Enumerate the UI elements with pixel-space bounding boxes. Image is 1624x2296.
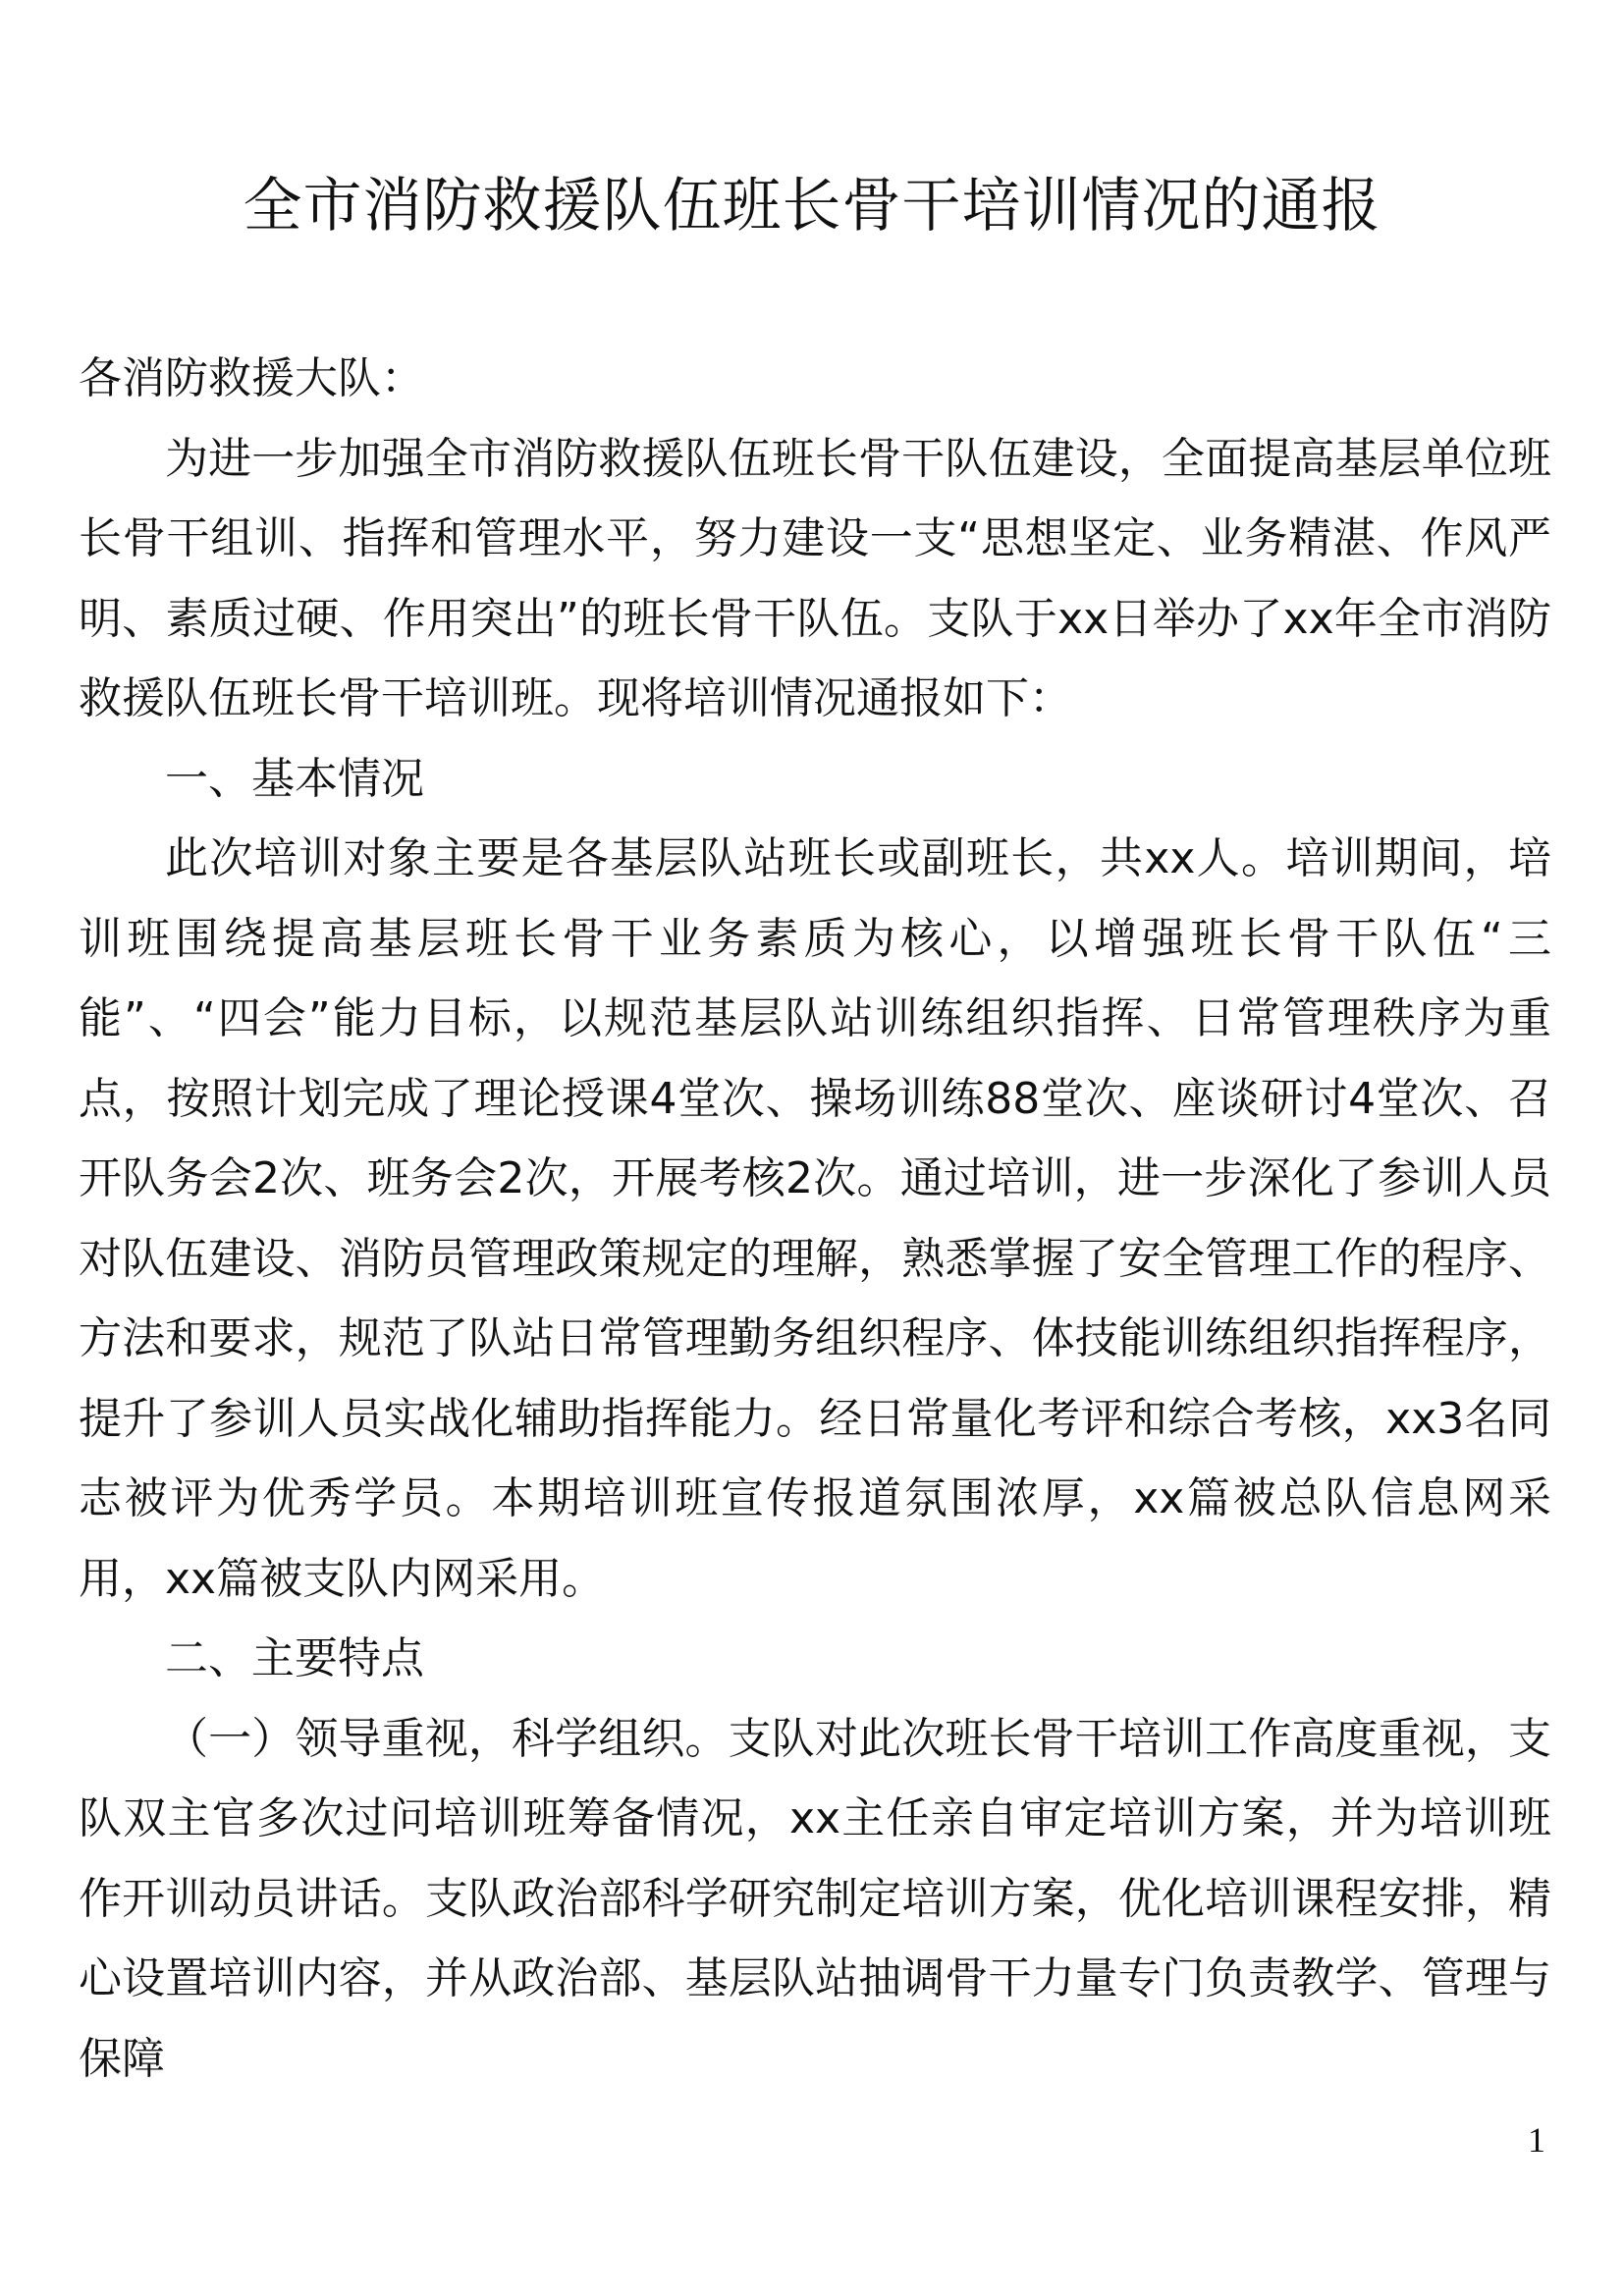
page-number: 1 xyxy=(1528,2120,1545,2160)
paragraph-intro: 为进一步加强全市消防救援队伍班长骨干队伍建设，全面提高基层单位班长骨干组训、指挥和管理水平，努力建设一支“思想坚定、业务精湛、作风严明、素质过硬、作用突出”的班长骨干队伍。支队于xx日举办了xx年全市消防救援队伍班长骨干培训班。现将培训情况通报如下： xyxy=(79,433,1551,723)
document-title: 全市消防救援队伍班长骨干培训情况的通报 xyxy=(243,172,1381,240)
salutation: 各消防救援大队： xyxy=(79,353,424,403)
section-heading-basic-situation: 一、基本情况 xyxy=(165,753,424,804)
section-heading-main-features: 二、主要特点 xyxy=(165,1633,424,1683)
paragraph-basic-situation: 此次培训对象主要是各基层队站班长或副班长，共xx人。培训期间，培训班围绕提高基层班长骨干业务素质为核心，以增强班长骨干队伍“三能”、“四会”能力目标，以规范基层队站训练组织指挥、日常管理秩序为重点，按照计划完成了理论授课4堂次、操场训练88堂次、座谈研讨4堂次、召开队务会2次、班务会2次，开展考核2次。通过培训，进一步深化了参训人员对队伍建设、消防员管理政策规定的理解，熟悉掌握了安全管理工作的程序、方法和要求，规范了队站日常管理勤务组织程序、体技能训练组织指挥程序，提升了参训人员实战化辅助指挥能力。经日常量化考评和综合考核，xx3名同志被评为优秀学员。本期培训班宣传报道氛围浓厚，xx篇被总队信息网采用，xx篇被支队内网采用。 xyxy=(79,833,1551,1604)
paragraph-leadership: （一）领导重视，科学组织。支队对此次班长骨干培训工作高度重视，支队双主官多次过问培训班筹备情况，xx主任亲自审定培训方案，并为培训班作开训动员讲话。支队政治部科学研究制定培训方案，优化培训课程安排，精心设置培训内容，并从政治部、基层队站抽调骨干力量专门负责教学、管理与保障 xyxy=(79,1713,1551,2084)
document-body xyxy=(79,339,1551,2099)
